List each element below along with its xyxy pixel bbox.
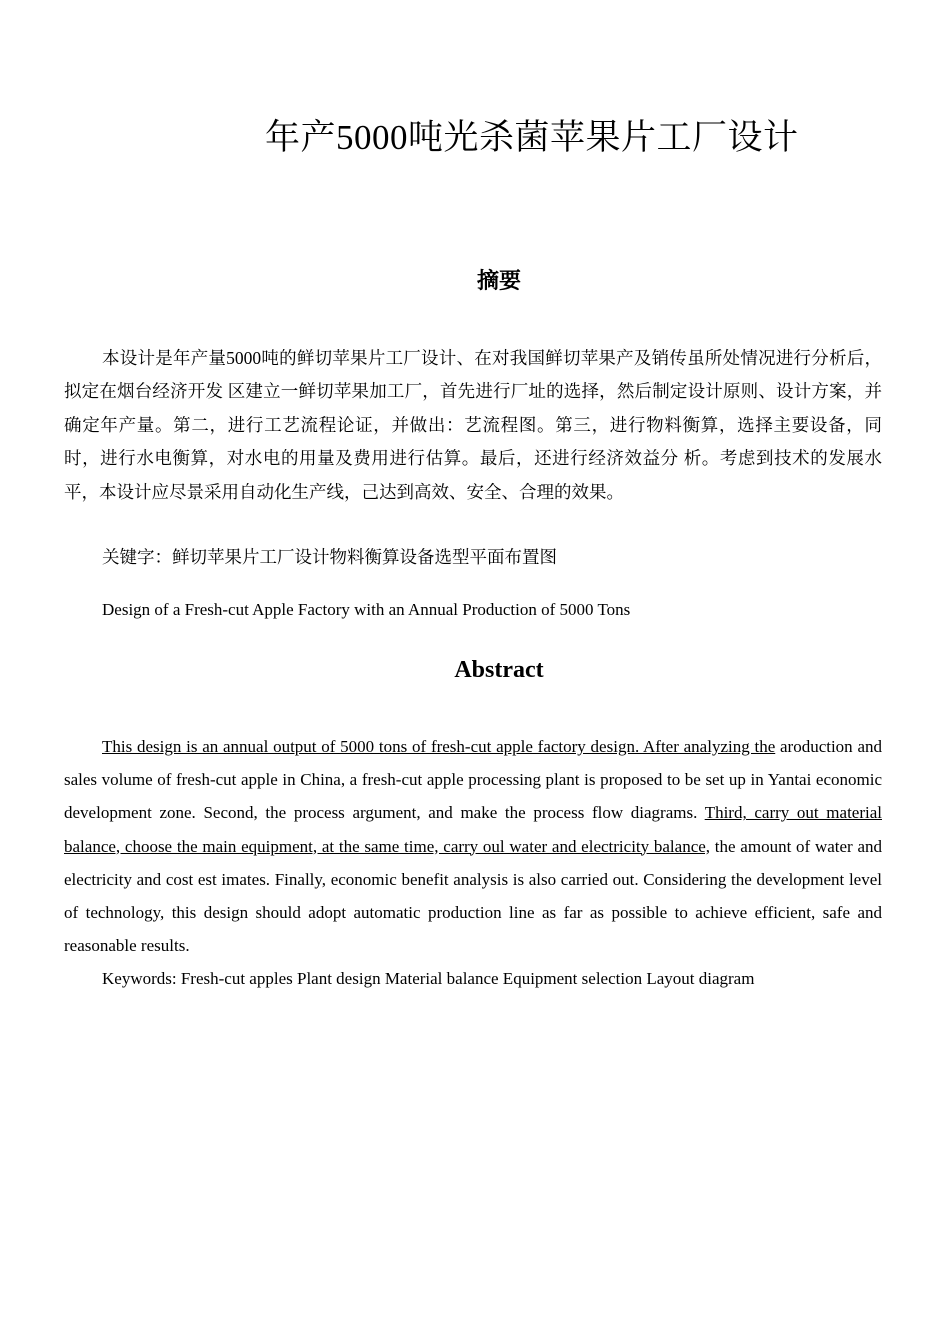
abstract-cn-keywords: 关键字：鲜切苹果片工厂设计物料衡算设备选型平面布置图 xyxy=(102,547,557,567)
abstract-en-body xyxy=(64,730,882,962)
abstract-en-keywords: Keywords: Fresh-cut apples Plant design Material balance Equipment selection Layout diagram xyxy=(102,969,755,988)
abstract-en-heading: Abstract xyxy=(454,657,544,683)
abstract-en-underlined-sentence-2: Third, carry out material balance, choose the main equipment, at the same time, carry oul water and electricity balance, xyxy=(64,803,882,856)
abstract-en-text-4: the amount of water and electricity and cost est imates. Finally, economic benefit analysis is also carried out. Considering the development level of technology, this design should adopt automatic production line as far as possible to achieve efficient, safe and reasonable results. xyxy=(64,836,882,956)
abstract-cn-heading: 摘要 xyxy=(476,269,521,294)
main-title: 年产5000吨光杀菌苹果片工厂设计 xyxy=(265,118,799,157)
abstract-cn-body: 本设计是年产量5000吨的鲜切苹果片工厂设计、在对我国鲜切苹果产及销传虽所处情况进行分析后，拟定在烟台经济开发 区建立一鲜切苹果加工厂，首先进行厂址的选择，然后制定设计原则、设计方案，并确定年产量。第二，进行工艺流程论证，并做出：艺流程图。第三，进行物料衡算，选择主要设备，同时，进行水电衡算，对水电的用量及费用进行估算。最后，还进行经济效益分 析。考虑到技术的发展水平，本设计应尽景采用自动化生产线，己达到高效、安全、合理的效果。 xyxy=(64,348,882,502)
abstract-en-underlined-sentence-1: This design is an annual output of 5000 tons of fresh-cut apple factory design. After analyzing the xyxy=(102,737,776,756)
english-title: Design of a Fresh-cut Apple Factory with an Annual Production of 5000 Tons xyxy=(102,600,631,619)
abstract-en-text-2: aroduction and sales volume of fresh-cut apple in China, a fresh-cut apple processing plant is proposed to be set up in Yantai economic development zone. Second, the process argument, and make the process flow diagrams. xyxy=(64,737,882,823)
